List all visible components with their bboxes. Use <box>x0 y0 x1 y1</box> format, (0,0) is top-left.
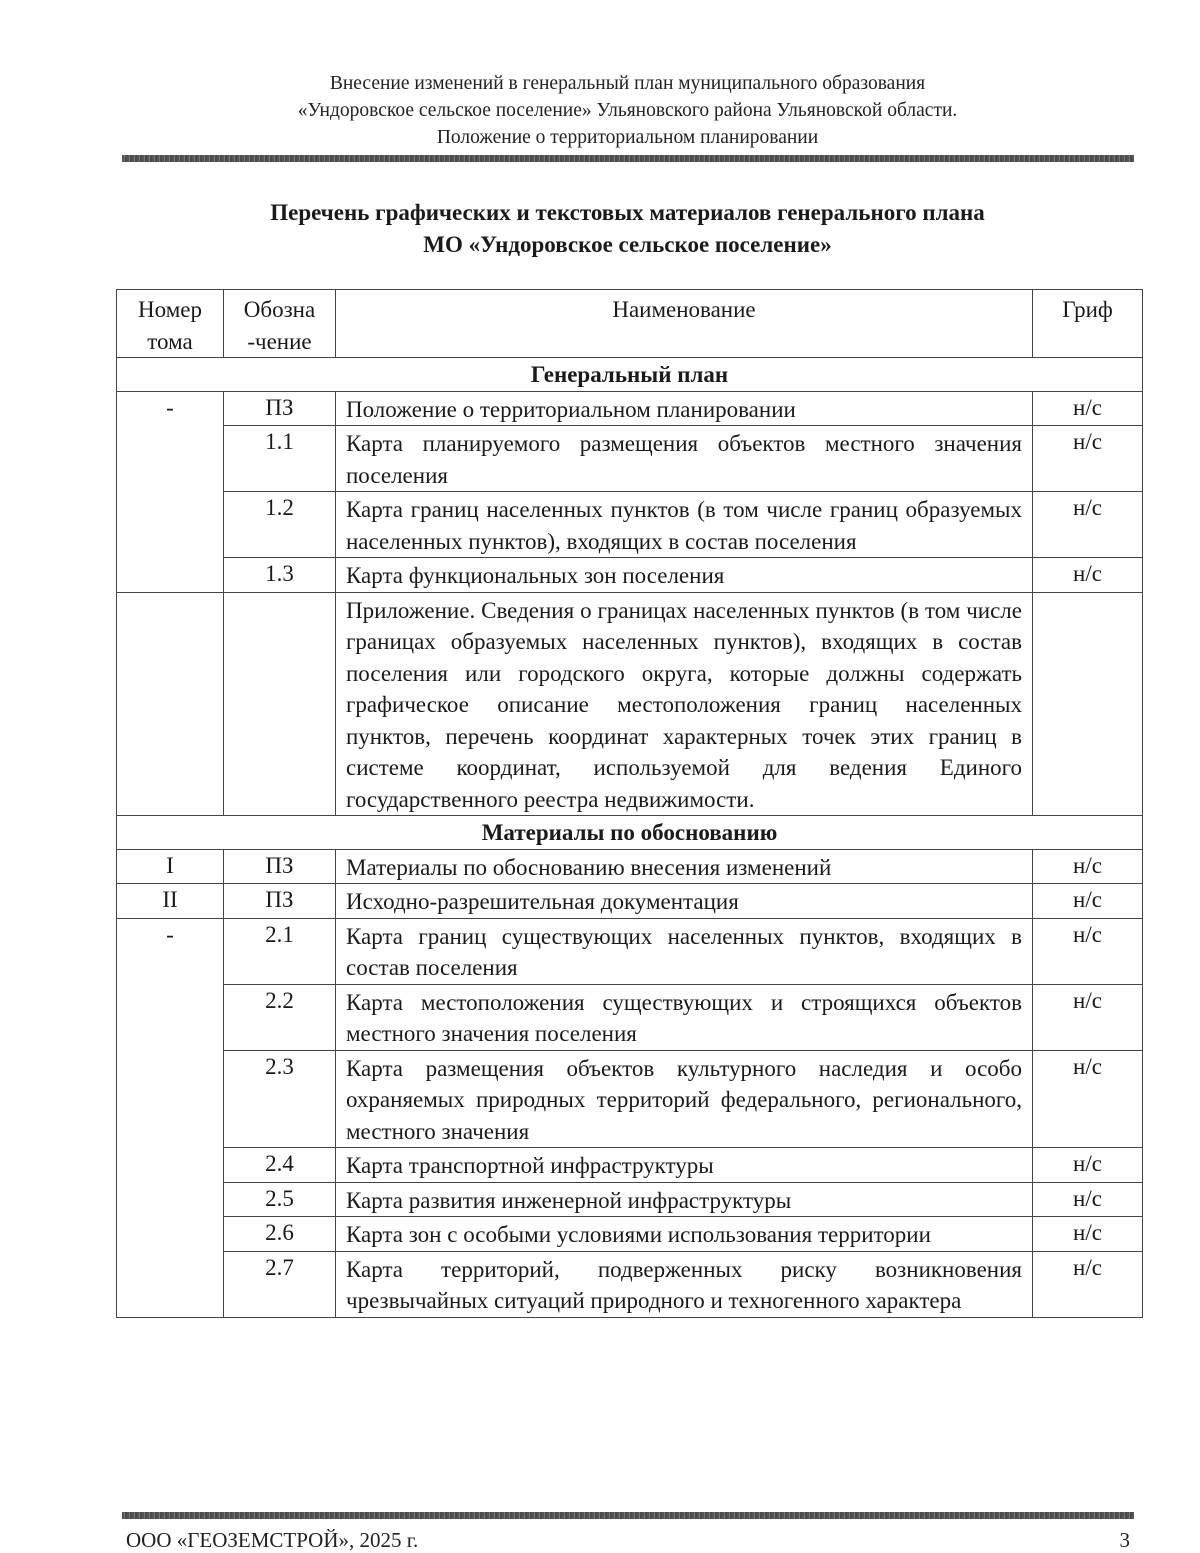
designation-cell: 2.7 <box>224 1251 336 1317</box>
header-rule <box>122 155 1134 162</box>
materials-table <box>116 289 1143 1318</box>
header-designation-line-1: Обозна <box>243 297 316 322</box>
grif-cell: н/с <box>1033 558 1143 593</box>
volume-number-cell: - <box>117 918 224 1317</box>
name-cell: Материалы по обоснованию внесения изменений <box>336 849 1033 884</box>
table-row <box>117 984 1143 1050</box>
table-row <box>117 918 1143 984</box>
designation-cell: ПЗ <box>224 391 336 426</box>
name-cell: Карта границ населенных пунктов (в том числе границ образуемых населенных пунктов), входящих в состав поселения <box>336 492 1033 558</box>
volume-number-cell: I <box>117 849 224 884</box>
designation-cell: ПЗ <box>224 849 336 884</box>
section-row <box>117 358 1143 392</box>
name-cell: Карта границ существующих населенных пунктов, входящих в состав поселения <box>336 918 1033 984</box>
volume-number-cell: II <box>117 884 224 919</box>
header-designation <box>224 290 336 358</box>
name-cell: Карта территорий, подверженных риску возникновения чрезвычайных ситуаций природного и техногенного характера <box>336 1251 1033 1317</box>
name-cell: Карта транспортной инфраструктуры <box>336 1148 1033 1183</box>
name-cell: Карта развития инженерной инфраструктуры <box>336 1182 1033 1217</box>
designation-cell: 2.4 <box>224 1148 336 1183</box>
document-title <box>120 197 1135 261</box>
name-cell: Карта функциональных зон поселения <box>336 558 1033 593</box>
grif-cell: н/с <box>1033 884 1143 919</box>
table-row <box>117 492 1143 558</box>
table-row <box>117 558 1143 593</box>
name-cell: Карта планируемого размещения объектов местного значения поселения <box>336 426 1033 492</box>
grif-cell: н/с <box>1033 426 1143 492</box>
table-row <box>117 884 1143 919</box>
designation-cell: 2.3 <box>224 1050 336 1148</box>
section-title: Генеральный план <box>117 358 1143 392</box>
designation-cell <box>224 592 336 816</box>
table-row <box>117 1050 1143 1148</box>
designation-cell: 1.1 <box>224 426 336 492</box>
name-cell: Положение о территориальном планировании <box>336 391 1033 426</box>
header-volume-line-1: Номер <box>138 297 202 322</box>
designation-cell: 2.5 <box>224 1182 336 1217</box>
header-name: Наименование <box>336 290 1033 358</box>
designation-cell: ПЗ <box>224 884 336 919</box>
grif-cell: н/с <box>1033 918 1143 984</box>
header-volume <box>117 290 224 358</box>
table-row <box>117 1251 1143 1317</box>
table-row <box>117 391 1143 426</box>
grif-cell <box>1033 592 1143 816</box>
designation-cell: 2.6 <box>224 1217 336 1252</box>
footer-rule <box>122 1512 1134 1519</box>
title-line-1: Перечень графических и текстовых материалов генерального плана <box>270 200 985 225</box>
designation-cell: 1.3 <box>224 558 336 593</box>
title-line-2: МО «Ундоровское сельское поселение» <box>423 232 832 257</box>
header-line-2: «Ундоровское сельское поселение» Ульяновского района Ульяновской области. <box>297 100 958 121</box>
name-cell: Карта местоположения существующих и строящихся объектов местного значения поселения <box>336 984 1033 1050</box>
table-row <box>117 592 1143 816</box>
header-volume-line-2: тома <box>147 328 193 354</box>
grif-cell: н/с <box>1033 492 1143 558</box>
designation-cell: 2.1 <box>224 918 336 984</box>
table-row <box>117 849 1143 884</box>
header-designation-line-2: -чение <box>247 328 312 354</box>
grif-cell: н/с <box>1033 849 1143 884</box>
grif-cell: н/с <box>1033 1148 1143 1183</box>
table-row <box>117 1148 1143 1183</box>
grif-cell: н/с <box>1033 1217 1143 1252</box>
designation-cell: 2.2 <box>224 984 336 1050</box>
header-line-1: Внесение изменений в генеральный план муниципального образования <box>329 73 926 94</box>
table-header-row <box>117 290 1143 358</box>
grif-cell: н/с <box>1033 984 1143 1050</box>
name-cell: Приложение. Сведения о границах населенных пунктов (в том числе границах образуемых населенных пунктов), входящих в состав поселения или городского округа, которые должны содержать графическое описание местоположения границ населенных пунктов, перечень координат характерных точек этих границ в системе координат, используемой для ведения Единого государственного реестра недвижимости. <box>336 592 1033 816</box>
document-header <box>120 70 1135 151</box>
name-cell: Карта зон с особыми условиями использования территории <box>336 1217 1033 1252</box>
grif-cell: н/с <box>1033 1182 1143 1217</box>
volume-number-cell <box>117 592 224 816</box>
volume-number-cell: - <box>117 391 224 592</box>
designation-cell: 1.2 <box>224 492 336 558</box>
table-row <box>117 426 1143 492</box>
section-title: Материалы по обоснованию <box>117 816 1143 850</box>
page-number: 3 <box>1119 1528 1130 1552</box>
header-grif: Гриф <box>1033 290 1143 358</box>
grif-cell: н/с <box>1033 1251 1143 1317</box>
table-row <box>117 1217 1143 1252</box>
table-row <box>117 1182 1143 1217</box>
section-row <box>117 816 1143 850</box>
name-cell: Исходно-разрешительная документация <box>336 884 1033 919</box>
name-cell: Карта размещения объектов культурного наследия и особо охраняемых природных территорий федерального, регионального, местного значения <box>336 1050 1033 1148</box>
footer-organization: ООО «ГЕОЗЕМСТРОЙ», 2025 г. <box>126 1528 419 1552</box>
header-line-3: Положение о территориальном планировании <box>436 127 819 148</box>
grif-cell: н/с <box>1033 1050 1143 1148</box>
table-body <box>117 358 1143 1318</box>
grif-cell: н/с <box>1033 391 1143 426</box>
